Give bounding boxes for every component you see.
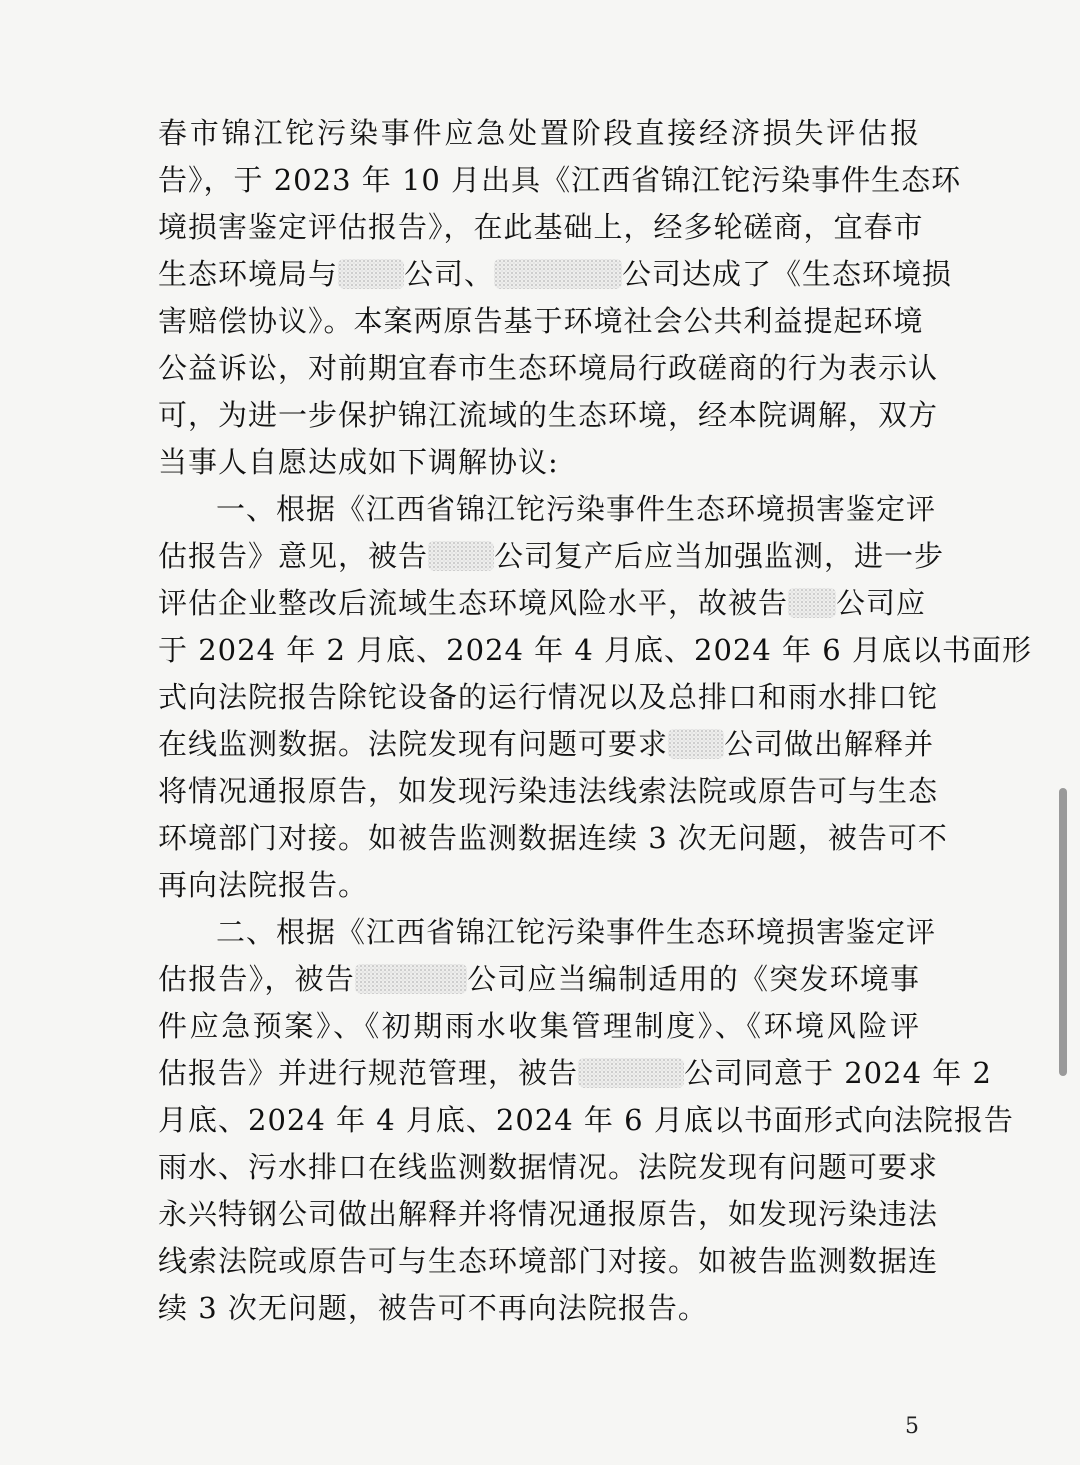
text-line-1: 春市锦江铊污染事件应急处置阶段直接经济损失评估报 bbox=[158, 116, 920, 150]
text-segment: 在线监测数据。法院发现有问题可要求 bbox=[158, 727, 669, 761]
redacted-company-name bbox=[668, 729, 724, 759]
text-line-24: 永兴特钢公司做出解释并将情况通报原告，如发现污染违法 bbox=[158, 1197, 939, 1231]
text-segment: 估报告》意见，被告 bbox=[158, 539, 429, 573]
text-line-22: 月底、2024 年 4 月底、2024 年 6 月底以书面形式向法院报告 bbox=[158, 1103, 1014, 1137]
text-segment: 公司达成了《生态环境损 bbox=[622, 257, 953, 291]
text-line-23: 雨水、污水排口在线监测数据情况。法院发现有问题可要求 bbox=[158, 1150, 939, 1184]
text-line-5: 害赔偿协议》。本案两原告基于环境社会公共利益提起环境 bbox=[158, 304, 924, 338]
text-segment: 公司应 bbox=[836, 586, 927, 620]
text-line-25: 线索法院或原告可与生态环境部门对接。如被告监测数据连 bbox=[158, 1244, 939, 1278]
redacted-company-name bbox=[494, 259, 622, 289]
text-line-20: 件应急预案》、《初期雨水收集管理制度》、《环境风险评 bbox=[158, 1009, 920, 1043]
redacted-company-name bbox=[578, 1058, 684, 1088]
text-segment: 生态环境局与 bbox=[158, 257, 339, 291]
text-segment: 公司复产后应当加强监测，进一步 bbox=[494, 539, 945, 573]
text-line-10 bbox=[158, 533, 945, 580]
paragraph-1-start: 一、根据《江西省锦江铊污染事件生态环境损害鉴定评 bbox=[216, 492, 937, 526]
redacted-company-name bbox=[338, 259, 404, 289]
text-line-4 bbox=[158, 251, 953, 298]
text-line-12: 于 2024 年 2 月底、2024 年 4 月底、2024 年 6 月底以书面形 bbox=[158, 633, 1032, 667]
text-line-11 bbox=[158, 580, 927, 627]
text-line-8: 当事人自愿达成如下调解协议: bbox=[158, 445, 559, 479]
text-segment: 估报告》并进行规范管理，被告 bbox=[158, 1056, 579, 1090]
document-body bbox=[158, 110, 1032, 1332]
page-number: 5 bbox=[905, 1414, 919, 1439]
text-line-26: 续 3 次无问题，被告可不再向法院报告。 bbox=[158, 1291, 708, 1325]
redacted-company-name bbox=[788, 588, 836, 618]
text-segment: 估报告》，被告 bbox=[158, 962, 355, 996]
text-line-13: 式向法院报告除铊设备的运行情况以及总排口和雨水排口铊 bbox=[158, 680, 939, 714]
text-line-14 bbox=[158, 721, 935, 768]
text-line-16: 环境部门对接。如被告监测数据连续 3 次无问题，被告可不 bbox=[158, 821, 948, 855]
text-line-3: 境损害鉴定评估报告》，在此基础上，经多轮磋商，宜春市 bbox=[158, 210, 924, 244]
text-line-15: 将情况通报原告，如发现污染违法线索法院或原告可与生态 bbox=[158, 774, 939, 808]
text-segment: 评估企业整改后流域生态环境风险水平，故被告 bbox=[158, 586, 789, 620]
text-segment: 公司应当编制适用的《突发环境事 bbox=[466, 962, 920, 996]
scrollbar-thumb[interactable] bbox=[1059, 788, 1067, 1076]
redacted-company-name bbox=[428, 541, 494, 571]
text-line-2: 告》，于 2023 年 10 月出具《江西省锦江铊污染事件生态环 bbox=[158, 163, 962, 197]
text-line-21 bbox=[158, 1050, 992, 1097]
redacted-company-name bbox=[355, 964, 467, 994]
paragraph-2-start: 二、根据《江西省锦江铊污染事件生态环境损害鉴定评 bbox=[216, 915, 937, 949]
text-line-7: 可，为进一步保护锦江流域的生态环境，经本院调解，双方 bbox=[158, 398, 939, 432]
text-segment: 公司同意于 2024 年 2 bbox=[684, 1056, 992, 1090]
text-segment: 公司做出解释并 bbox=[724, 727, 935, 761]
text-line-19 bbox=[158, 956, 920, 1003]
text-line-6: 公益诉讼，对前期宜春市生态环境局行政磋商的行为表示认 bbox=[158, 351, 939, 385]
text-segment: 公司、 bbox=[404, 257, 495, 291]
text-line-17: 再向法院报告。 bbox=[158, 868, 369, 902]
